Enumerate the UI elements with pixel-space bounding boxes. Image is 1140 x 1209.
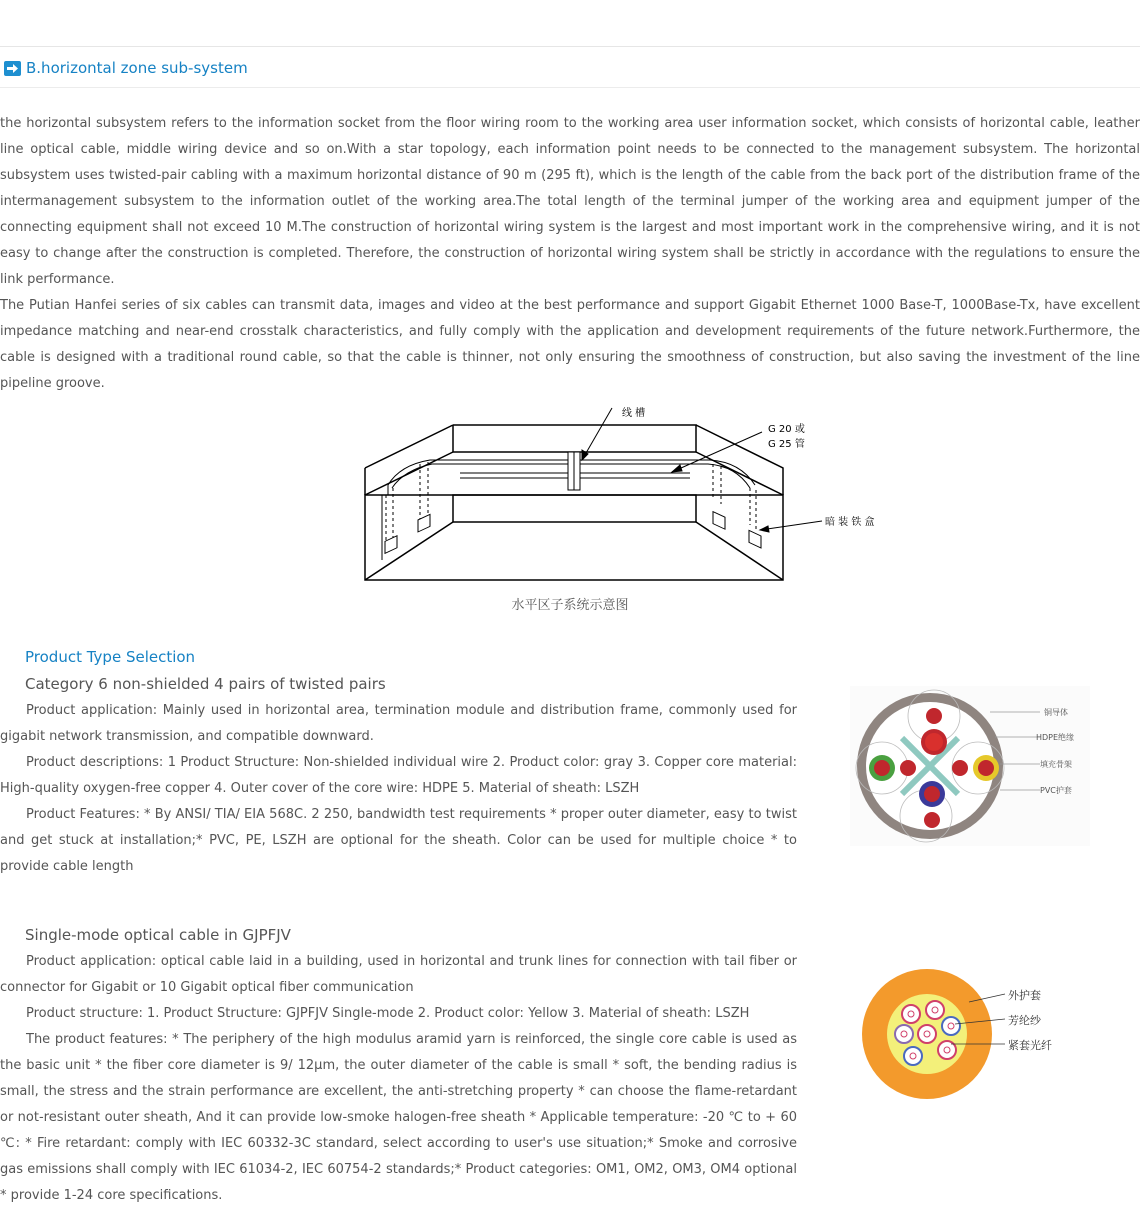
fiber-cable-figure [855, 962, 1075, 1102]
cat6-title: Category 6 non-shielded 4 pairs of twisted pairs [25, 675, 386, 693]
fiber-description [0, 949, 797, 1209]
label-pipe-line1: G 20 或 [768, 424, 805, 435]
fiber-application: Product application: optical cable laid in a building, used in horizontal and trunk lines for connection with tail fiber or connector for Gigabit or 10 Gigabit optical fiber communication [0, 954, 797, 995]
ceiling-back-wall [453, 425, 696, 452]
cat6-descriptions: Product descriptions: 1 Product Structure: Non-shielded individual wire 2. Product color: gray 3. Copper core material: High-quality oxygen-free copper 4. Outer cover of the core wire: HDPE 5. Material of sheath: LSZH [0, 755, 797, 796]
label-box: 暗 装 铁 盒 [825, 517, 875, 528]
fiber-title: Single-mode optical cable in GJPFJV [25, 926, 291, 944]
section-title: B.horizontal zone sub-system [26, 59, 248, 77]
label-hdpe: HDPE绝缘 [1036, 733, 1075, 742]
section-header [4, 57, 248, 79]
label-filler: 填充骨架 [1040, 760, 1072, 769]
label-outer-sheath: 外护套 [1008, 989, 1041, 1002]
top-divider [0, 46, 1140, 47]
label-pvc: PVC护套 [1040, 786, 1072, 795]
info-socket-right [749, 530, 761, 548]
diagram-caption: 水平区子系统示意图 [511, 598, 629, 613]
label-copper: 铜导体 [1044, 708, 1068, 717]
cat6-description [0, 698, 797, 880]
arrow-right-icon [4, 61, 21, 76]
header-divider [0, 87, 1140, 88]
fiber-structure: Product structure: 1. Product Structure: GJPFJV Single-mode 2. Product color: Yellow 3. Material of sheath: LSZH [26, 1006, 750, 1021]
intro-paragraph-1: the horizontal subsystem refers to the information socket from the floor wiring room to the working area user information socket, which consists of horizontal cable, leather line optical cable, middle wiring device and so on.With a star topology, each information point needs to be connected to the management subsystem. The horizontal subsystem uses twisted-pair cabling with a maximum horizontal distance of 90 m (295 ft), which is the length of the cable from the back port of the distribution frame of the intermanagement subsystem to the information outlet of the working area.The total length of the terminal jumper of the working area and equipment jumper of the connecting equipment shall not exceed 10 M.The construction of horizontal wiring system is the largest and most important work in the comprehensive wiring, and it is not easy to change after the construction is completed. Therefore, the construction of horizontal wiring system shall be strictly in accordance with the regulations to ensure the link performance. [0, 116, 1140, 287]
intro-paragraph-2: The Putian Hanfei series of six cables can transmit data, images and video at the best performance and support Gigabit Ethernet 1000 Base-T, 1000Base-Tx, have excellent impedance matching and near-end crosstalk characteristics, and fully comply with the application and development requirements of the future network.Furthermore, the cable is designed with a traditional round cable, so that the cable is thinner, not only ensuring the smoothness of construction, but also saving the investment of the line pipeline groove. [0, 298, 1140, 391]
product-selection-title: Product Type Selection [25, 648, 196, 666]
label-trunking: 线 槽 [622, 408, 646, 419]
horizontal-subsystem-diagram [360, 400, 900, 586]
label-tight-fiber: 紧套光纤 [1008, 1039, 1052, 1052]
label-aramid: 芳纶纱 [1008, 1014, 1041, 1027]
label-pipe-line2: G 25 管 [768, 439, 805, 450]
cat6-features: Product Features: * By ANSI/ TIA/ EIA 568C. 2 250, bandwidth test requirements * proper outer diameter, easy to twist and get stuck at installation;* PVC, PE, LSZH are optional for the sheath. Color can be used for multiple choice * to provide cable length [0, 807, 797, 874]
cat6-application: Product application: Mainly used in horizontal area, termination module and distribution frame, commonly used for gigabit network transmission, and compatible downward. [0, 703, 797, 744]
info-socket-left [385, 536, 397, 554]
fiber-features: The product features: * The periphery of the high modulus aramid yarn is reinforced, the single core cable is used as the basic unit * the fiber core diameter is 9/ 12μm, the outer diameter of the cable is small * soft, the bending radius is small, the stress and the strain performance are excellent, the anti-stretching property * can choose the flame-retardant or not-resistant outer sheath, And it can provide low-smoke halogen-free sheath * Applicable temperature: -20 ℃ to + 60 ℃: * Fire retardant: comply with IEC 60332-3C standard, select according to user's use situation;* Smoke and corrosive gas emissions shall comply with IEC 61034-2, IEC 60754-2 standards;* Product categories: OM1, OM2, OM3, OM4 optional * provide 1-24 core specifications. [0, 1032, 797, 1203]
cat6-cable-figure [850, 686, 1090, 846]
